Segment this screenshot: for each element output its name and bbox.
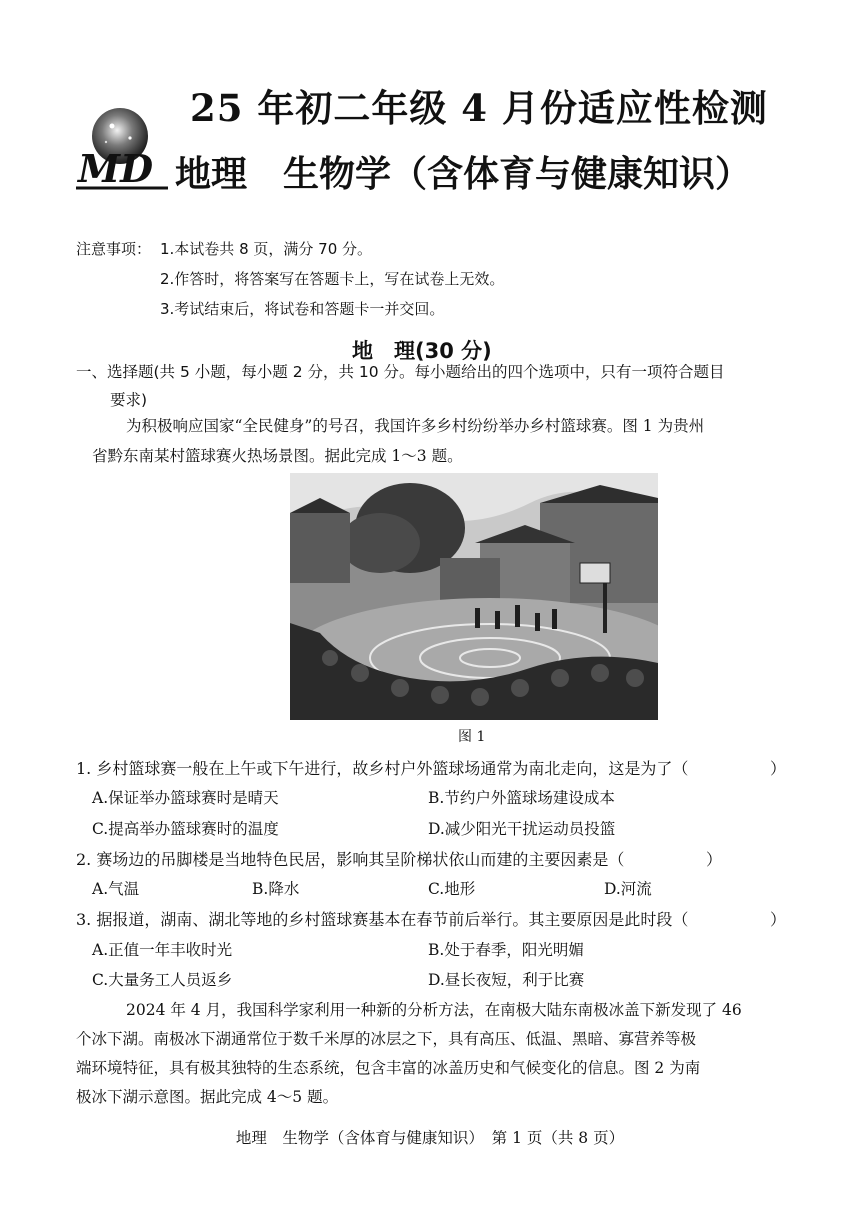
question-3-stem: 3. 据报道，湖南、湖北等地的乡村篮球赛基本在春节前后举行。其主要原因是此时段（ — [76, 910, 689, 929]
question-3-option-b: B.处于春季，阳光明媚 — [428, 941, 584, 959]
intro-paragraph: 为积极响应国家“全民健身”的号召，我国许多乡村纷纷举办乡村篮球赛。图 1 为贵州 — [126, 417, 705, 435]
question-1-option-a: A.保证举办篮球赛时是晴天 — [92, 789, 279, 807]
question-1-option-b: B.节约户外篮球场建设成本 — [428, 789, 615, 807]
notes-label: 注意事项： — [76, 240, 152, 258]
exam-subtitle: 地理 生物学（含体育与健康知识） — [175, 154, 752, 195]
question-3-option-c: C.大量务工人员返乡 — [92, 971, 233, 989]
exam-title: 25 年初二年级 4 月份适应性检测 — [190, 86, 768, 130]
part-heading: 一、选择题(共 5 小题，每小题 2 分，共 10 分。每小题给出的四个选项中，只有一项符合题目 — [76, 363, 725, 381]
page-footer: 地理 生物学（含体育与健康知识） 第 1 页（共 8 页） — [235, 1129, 625, 1147]
intro-paragraph: 2024 年 4 月，我国科学家利用一种新的分析方法，在南极大陆东南极冰盖下新发现了 46 — [126, 1001, 742, 1019]
part-heading-cont: 要求) — [110, 391, 148, 409]
question-1-option-d: D.减少阳光干扰运动员投篮 — [428, 820, 616, 838]
logo — [72, 108, 172, 198]
intro-paragraph: 端环境特征，具有极其独特的生态系统，包含丰富的冰盖历史和气候变化的信息。图 2 为南 — [76, 1059, 701, 1077]
figure-1-photo — [290, 473, 658, 720]
question-3-option-d: D.昼长夜短，利于比赛 — [428, 971, 585, 989]
question-1-close: ） — [770, 759, 787, 778]
note-item: 3.考试结束后，将试卷和答题卡一并交回。 — [160, 300, 445, 318]
question-2-option-c: C.地形 — [428, 880, 476, 898]
intro-paragraph: 省黔东南某村篮球赛火热场景图。据此完成 1～3 题。 — [92, 447, 463, 465]
question-1-stem: 1. 乡村篮球赛一般在上午或下午进行，故乡村户外篮球场通常为南北走向，这是为了（ — [76, 759, 689, 778]
question-3-option-a: A.正值一年丰收时光 — [92, 941, 233, 959]
logo-icon — [72, 108, 172, 198]
question-2-option-b: B.降水 — [252, 880, 300, 898]
intro-paragraph: 极冰下湖示意图。据此完成 4～5 题。 — [76, 1088, 339, 1106]
intro-paragraph: 个冰下湖。南极冰下湖通常位于数千米厚的冰层之下，具有高压、低温、黑暗、寡营养等极 — [76, 1030, 697, 1048]
question-2-close: ） — [706, 850, 723, 869]
question-2-option-a: A.气温 — [92, 880, 140, 898]
question-2-stem: 2. 赛场边的吊脚楼是当地特色民居，影响其呈阶梯状依山而建的主要因素是（ — [76, 850, 625, 869]
question-1-option-c: C.提高举办篮球赛时的温度 — [92, 820, 279, 838]
logo-text: MD — [78, 146, 154, 191]
question-3-close: ） — [770, 910, 787, 929]
question-2-option-d: D.河流 — [604, 880, 652, 898]
note-item: 1.本试卷共 8 页，满分 70 分。 — [160, 240, 373, 258]
note-item: 2.作答时，将答案写在答题卡上，写在试卷上无效。 — [160, 270, 505, 288]
figure-1-caption: 图 1 — [458, 729, 486, 745]
section-heading: 地 理(30 分) — [352, 339, 492, 363]
